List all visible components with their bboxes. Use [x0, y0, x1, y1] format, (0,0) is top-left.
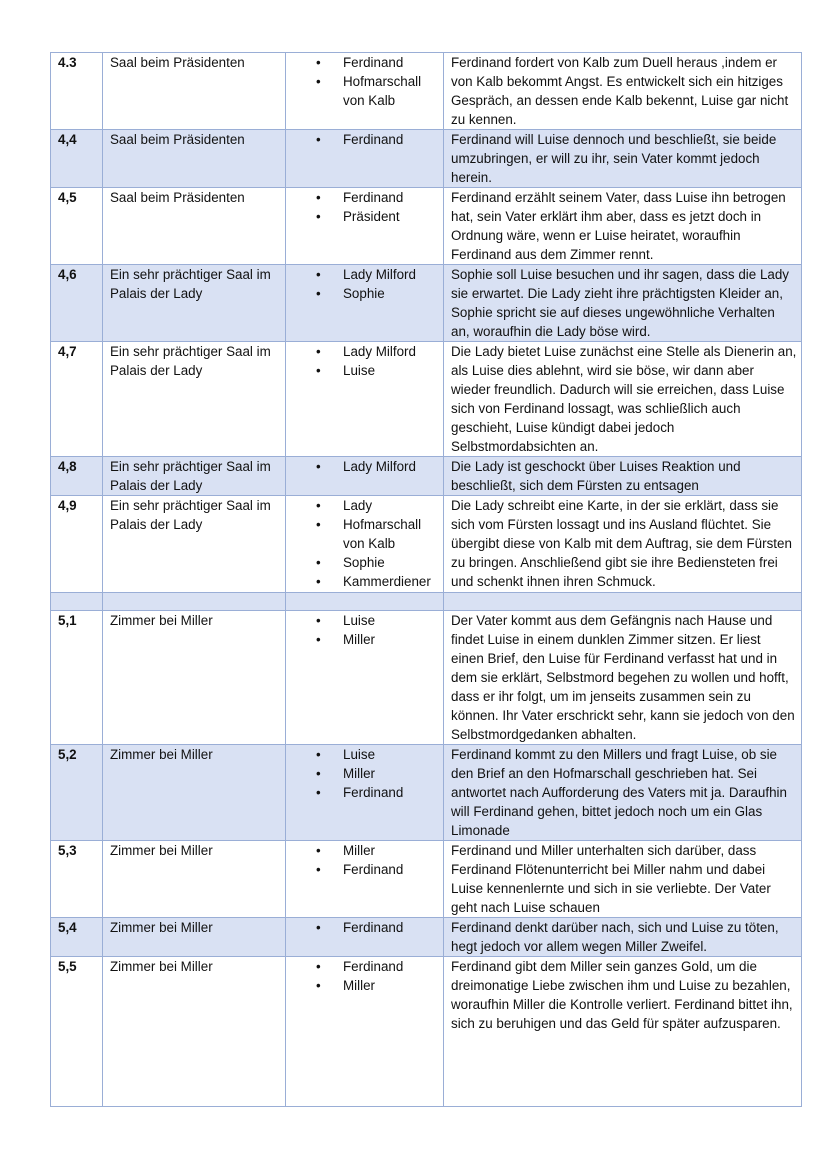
character-list — [286, 457, 443, 476]
character-list — [286, 188, 443, 226]
scene-table-body — [51, 53, 802, 1107]
scene-row — [51, 841, 802, 918]
scene-characters — [286, 457, 444, 496]
character-list-item: • Ferdinand — [316, 53, 443, 72]
character-list — [286, 130, 443, 149]
scene-characters — [286, 611, 444, 745]
scene-place: Saal beim Präsidenten — [103, 188, 286, 265]
scene-row — [51, 53, 802, 130]
character-list-item: • Miller — [316, 764, 443, 783]
scene-summary: Sophie soll Luise besuchen und ihr sagen, dass die Lady sie erwartet. Die Lady zieht ihre prächtigsten Kleider an, Sophie spricht sie auf dieses ungewöhnliche Verhalten an, woraufhin die Lady böse wird. — [444, 265, 802, 342]
character-list-item: • Ferdinand — [316, 188, 443, 207]
scene-summary: Ferdinand gibt dem Miller sein ganzes Gold, um die dreimonatige Liebe zwischen ihm und Luise zu bezahlen, woraufhin Miller die Kontrolle verliert. Ferdinand bittet ihn, sich zu beruhigen und das Geld für später aufzusparen. — [444, 957, 802, 1107]
scene-number: 4,5 — [51, 188, 103, 265]
character-list-item: • Luise — [316, 361, 443, 380]
scene-characters — [286, 496, 444, 593]
scene-place: Ein sehr prächtiger Saal im Palais der Lady — [103, 496, 286, 593]
scene-place: Saal beim Präsidenten — [103, 130, 286, 188]
scene-characters — [286, 265, 444, 342]
character-list-item: • Sophie — [316, 284, 443, 303]
character-list-item: • Lady Milford — [316, 457, 443, 476]
scene-row — [51, 745, 802, 841]
character-list — [286, 342, 443, 380]
scene-number: 4,7 — [51, 342, 103, 457]
character-list-item: • Hofmarschall von Kalb — [316, 515, 443, 553]
scene-number: 4,9 — [51, 496, 103, 593]
scene-characters — [286, 53, 444, 130]
scene-number: 4,6 — [51, 265, 103, 342]
scene-place: Saal beim Präsidenten — [103, 53, 286, 130]
scene-characters — [286, 957, 444, 1107]
scene-number: 4.3 — [51, 53, 103, 130]
scene-place: Zimmer bei Miller — [103, 918, 286, 957]
character-list — [286, 611, 443, 649]
character-list-item: • Lady — [316, 496, 443, 515]
scene-number: 5,1 — [51, 611, 103, 745]
scene-number: 5,4 — [51, 918, 103, 957]
character-list-item: • Miller — [316, 976, 443, 995]
scene-place: Zimmer bei Miller — [103, 841, 286, 918]
scene-summary: Ferdinand erzählt seinem Vater, dass Luise ihn betrogen hat, sein Vater erklärt ihm aber, dass es jetzt doch in Ordnung wäre, wenn er Luise heiratet, woraufhin Ferdinand aus dem Zimmer rennt. — [444, 188, 802, 265]
scene-place: Ein sehr prächtiger Saal im Palais der Lady — [103, 342, 286, 457]
scene-row — [51, 593, 802, 611]
scene-summary: Ferdinand will Luise dennoch und beschließt, sie beide umzubringen, er will zu ihr, sein Vater kommt jedoch herein. — [444, 130, 802, 188]
character-list-item: • Luise — [316, 745, 443, 764]
character-list-item: • Miller — [316, 841, 443, 860]
scene-row — [51, 457, 802, 496]
scene-summary: Ferdinand kommt zu den Millers und fragt Luise, ob sie den Brief an den Hofmarschall geschrieben hat. Sei antwortet nach Aufforderung des Vaters mit ja. Daraufhin will Ferdinand gehen, bittet jedoch noch um ein Glas Limonade — [444, 745, 802, 841]
scene-number: 4,4 — [51, 130, 103, 188]
character-list-item: • Ferdinand — [316, 860, 443, 879]
scene-place: Zimmer bei Miller — [103, 611, 286, 745]
character-list-item: • Ferdinand — [316, 130, 443, 149]
character-list-item: • Ferdinand — [316, 957, 443, 976]
scene-row — [51, 265, 802, 342]
scene-number: 5,3 — [51, 841, 103, 918]
character-list-item: • Ferdinand — [316, 918, 443, 937]
character-list-item: • Miller — [316, 630, 443, 649]
scene-row — [51, 496, 802, 593]
scene-summary: Der Vater kommt aus dem Gefängnis nach Hause und findet Luise in einem dunklen Zimmer sitzen. Er liest einen Brief, den Luise für Ferdinand verfasst hat und in dem sie erklärt, Selbstmord begehen zu wollen und hofft, dass er ihr folgt, um im jenseits zusammen sein zu können. Ihr Vater erschrickt sehr, kann sie jedoch von den Selbstmordgedanken abhalten. — [444, 611, 802, 745]
character-list — [286, 265, 443, 303]
scene-characters — [286, 130, 444, 188]
scene-characters — [286, 745, 444, 841]
scene-row — [51, 188, 802, 265]
character-list-item: • Präsident — [316, 207, 443, 226]
scene-characters — [286, 918, 444, 957]
scene-summary: Die Lady ist geschockt über Luises Reaktion und beschließt, sich dem Fürsten zu entsagen — [444, 457, 802, 496]
scene-number — [51, 593, 103, 611]
character-list — [286, 841, 443, 879]
scene-place: Ein sehr prächtiger Saal im Palais der Lady — [103, 457, 286, 496]
scene-summary: Die Lady bietet Luise zunächst eine Stelle als Dienerin an, als Luise dies ablehnt, wird sie böse, wir dann aber wieder freundlich. Dadurch will sie erreichen, dass Luise sich von Ferdinand lossagt, was schließlich auch geschieht, Luise kündigt dabei jedoch Selbstmordabsichten an. — [444, 342, 802, 457]
scene-summary: Ferdinand denkt darüber nach, sich und Luise zu töten, hegt jedoch vor allem wegen Miller Zweifel. — [444, 918, 802, 957]
scene-table — [50, 52, 802, 1107]
scene-summary — [444, 593, 802, 611]
scene-characters — [286, 593, 444, 611]
scene-place: Zimmer bei Miller — [103, 957, 286, 1107]
scene-row — [51, 957, 802, 1107]
scene-place — [103, 593, 286, 611]
character-list — [286, 496, 443, 591]
scene-number: 5,2 — [51, 745, 103, 841]
scene-summary: Ferdinand und Miller unterhalten sich darüber, dass Ferdinand Flötenunterricht bei Miller nahm und dabei Luise kennenlernte und sich in sie verliebte. Der Vater geht nach Luise schauen — [444, 841, 802, 918]
scene-row — [51, 342, 802, 457]
scene-place: Ein sehr prächtiger Saal im Palais der Lady — [103, 265, 286, 342]
character-list-item: • Sophie — [316, 553, 443, 572]
character-list-item: • Luise — [316, 611, 443, 630]
scene-place: Zimmer bei Miller — [103, 745, 286, 841]
scene-number: 5,5 — [51, 957, 103, 1107]
scene-summary: Ferdinand fordert von Kalb zum Duell heraus ,indem er von Kalb bekommt Angst. Es entwickelt sich ein hitziges Gespräch, an dessen ende Kalb bekennt, Luise gar nicht zu kennen. — [444, 53, 802, 130]
character-list-item: • Lady Milford — [316, 265, 443, 284]
scene-characters — [286, 188, 444, 265]
character-list — [286, 745, 443, 802]
character-list-item: • Ferdinand — [316, 783, 443, 802]
scene-characters — [286, 841, 444, 918]
scene-number: 4,8 — [51, 457, 103, 496]
character-list-item: • Kammerdiener — [316, 572, 443, 591]
character-list-item: • Hofmarschall von Kalb — [316, 72, 443, 110]
character-list-item: • Lady Milford — [316, 342, 443, 361]
character-list — [286, 918, 443, 937]
scene-characters — [286, 342, 444, 457]
character-list — [286, 957, 443, 995]
character-list — [286, 53, 443, 110]
scene-row — [51, 918, 802, 957]
scene-row — [51, 611, 802, 745]
scene-summary: Die Lady schreibt eine Karte, in der sie erklärt, dass sie sich vom Fürsten lossagt und ins Ausland flüchtet. Sie übergibt diese von Kalb mit dem Auftrag, sie dem Fürsten zu bringen. Anschließend gibt sie ihre Bediensteten frei und schenkt ihnen ihren Schmuck. — [444, 496, 802, 593]
scene-row — [51, 130, 802, 188]
